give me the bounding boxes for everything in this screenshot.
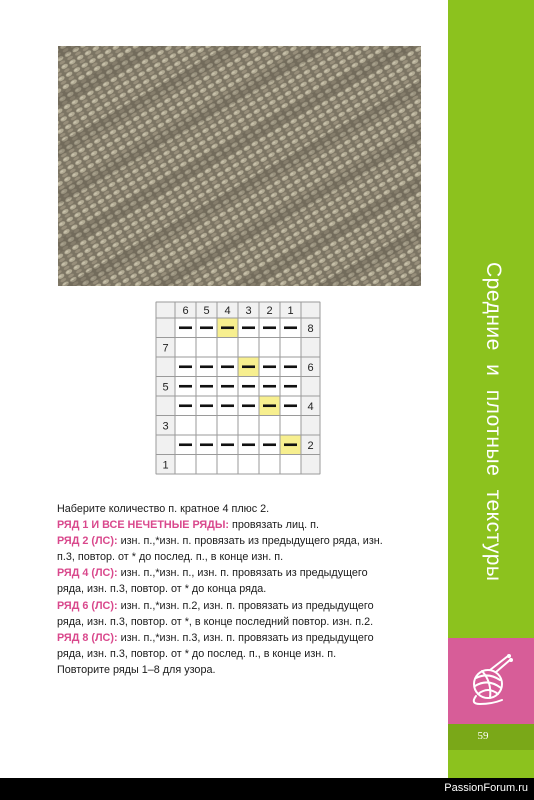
purl-symbol: [263, 365, 276, 368]
row-label: 4: [307, 400, 314, 413]
chapter-title-text: Средние и плотные текстуры: [482, 262, 505, 582]
purl-symbol: [221, 365, 234, 368]
purl-symbol: [263, 326, 276, 329]
page-number: 59: [477, 730, 489, 742]
row-label: 7: [162, 342, 169, 355]
purl-symbol: [179, 404, 192, 407]
row-2-label: РЯД 2 (ЛС):: [57, 535, 118, 548]
purl-symbol: [221, 404, 234, 407]
chapter-title: [448, 262, 534, 622]
row-label: 2: [307, 439, 314, 452]
outro-text: Повторите ряды 1–8 для узора.: [57, 663, 216, 676]
chapter-icon-box: [448, 638, 534, 724]
column-label: 3: [245, 305, 252, 317]
column-label: 4: [224, 305, 231, 317]
purl-symbol: [221, 326, 234, 329]
row-1-label: РЯД 1 И ВСЕ НЕЧЕТНЫЕ РЯДЫ:: [57, 519, 230, 532]
purl-symbol: [200, 443, 213, 446]
row-6-label: РЯД 6 (ЛС):: [57, 599, 118, 612]
purl-symbol: [263, 404, 276, 407]
column-label: 6: [182, 305, 189, 317]
row-1-instruction: РЯД 1 И ВСЕ НЕЧЕТНЫЕ РЯДЫ: провязать лиц. п.: [57, 519, 320, 532]
row-label: 6: [307, 361, 314, 374]
purl-symbol: [200, 385, 213, 388]
footer-bar: [0, 778, 534, 800]
purl-symbol: [179, 443, 192, 446]
watermark-text: PassionForum.ru: [444, 782, 528, 794]
column-label: 5: [203, 305, 210, 317]
purl-symbol: [263, 385, 276, 388]
purl-symbol: [242, 443, 255, 446]
purl-symbol: [284, 385, 297, 388]
stitch-chart: [156, 302, 326, 474]
row-8-label: РЯД 8 (ЛС):: [57, 631, 118, 644]
row-4-label: РЯД 4 (ЛС):: [57, 567, 118, 580]
purl-symbol: [284, 404, 297, 407]
row-6-instruction: РЯД 6 (ЛС): изн. п.,*изн. п.2, изн. п. провязать из предыдущего: [57, 599, 374, 612]
row-label: 3: [162, 420, 169, 433]
row-6-continuation: ряда, изн. п.3, повтор. от *, в конце последний повтор. изн. п.2.: [57, 615, 374, 628]
purl-symbol: [200, 365, 213, 368]
column-label: 2: [266, 305, 273, 317]
purl-symbol: [200, 404, 213, 407]
row-4-continuation: ряда, изн. п.3, повтор. от * до конца ряда.: [57, 583, 267, 596]
purl-symbol: [179, 365, 192, 368]
row-label: 8: [307, 322, 314, 335]
yarn-ball-icon: [448, 638, 534, 724]
purl-symbol: [242, 385, 255, 388]
purl-symbol: [179, 326, 192, 329]
purl-symbol: [242, 326, 255, 329]
intro-text: Наберите количество п. кратное 4 плюс 2.: [57, 503, 270, 515]
knitted-swatch-photo: [58, 46, 421, 286]
purl-symbol: [179, 385, 192, 388]
purl-symbol: [221, 443, 234, 446]
row-4-instruction: РЯД 4 (ЛС): изн. п.,*изн. п., изн. п. провязать из предыдущего: [57, 567, 368, 580]
row-2-continuation: п.3, повтор. от * до послед. п., в конце изн. п.: [57, 551, 284, 564]
purl-symbol: [221, 385, 234, 388]
pattern-instructions: [57, 501, 432, 678]
row-label: 1: [162, 459, 169, 472]
column-label: 1: [287, 305, 294, 317]
purl-symbol: [242, 365, 255, 368]
row-label: 5: [162, 381, 169, 394]
purl-symbol: [242, 404, 255, 407]
row-8-continuation: ряда, изн. п.3, повтор. от * до послед. п., в конце изн. п.: [57, 647, 337, 660]
purl-symbol: [284, 365, 297, 368]
purl-symbol: [284, 443, 297, 446]
page-number-bar: [448, 724, 534, 750]
row-2-instruction: РЯД 2 (ЛС): изн. п.,*изн. п. провязать из предыдущего ряда, изн.: [57, 535, 383, 548]
purl-symbol: [284, 326, 297, 329]
purl-symbol: [263, 443, 276, 446]
purl-symbol: [200, 326, 213, 329]
row-8-instruction: РЯД 8 (ЛС): изн. п.,*изн. п.3, изн. п. провязать из предыдущего: [57, 631, 374, 644]
